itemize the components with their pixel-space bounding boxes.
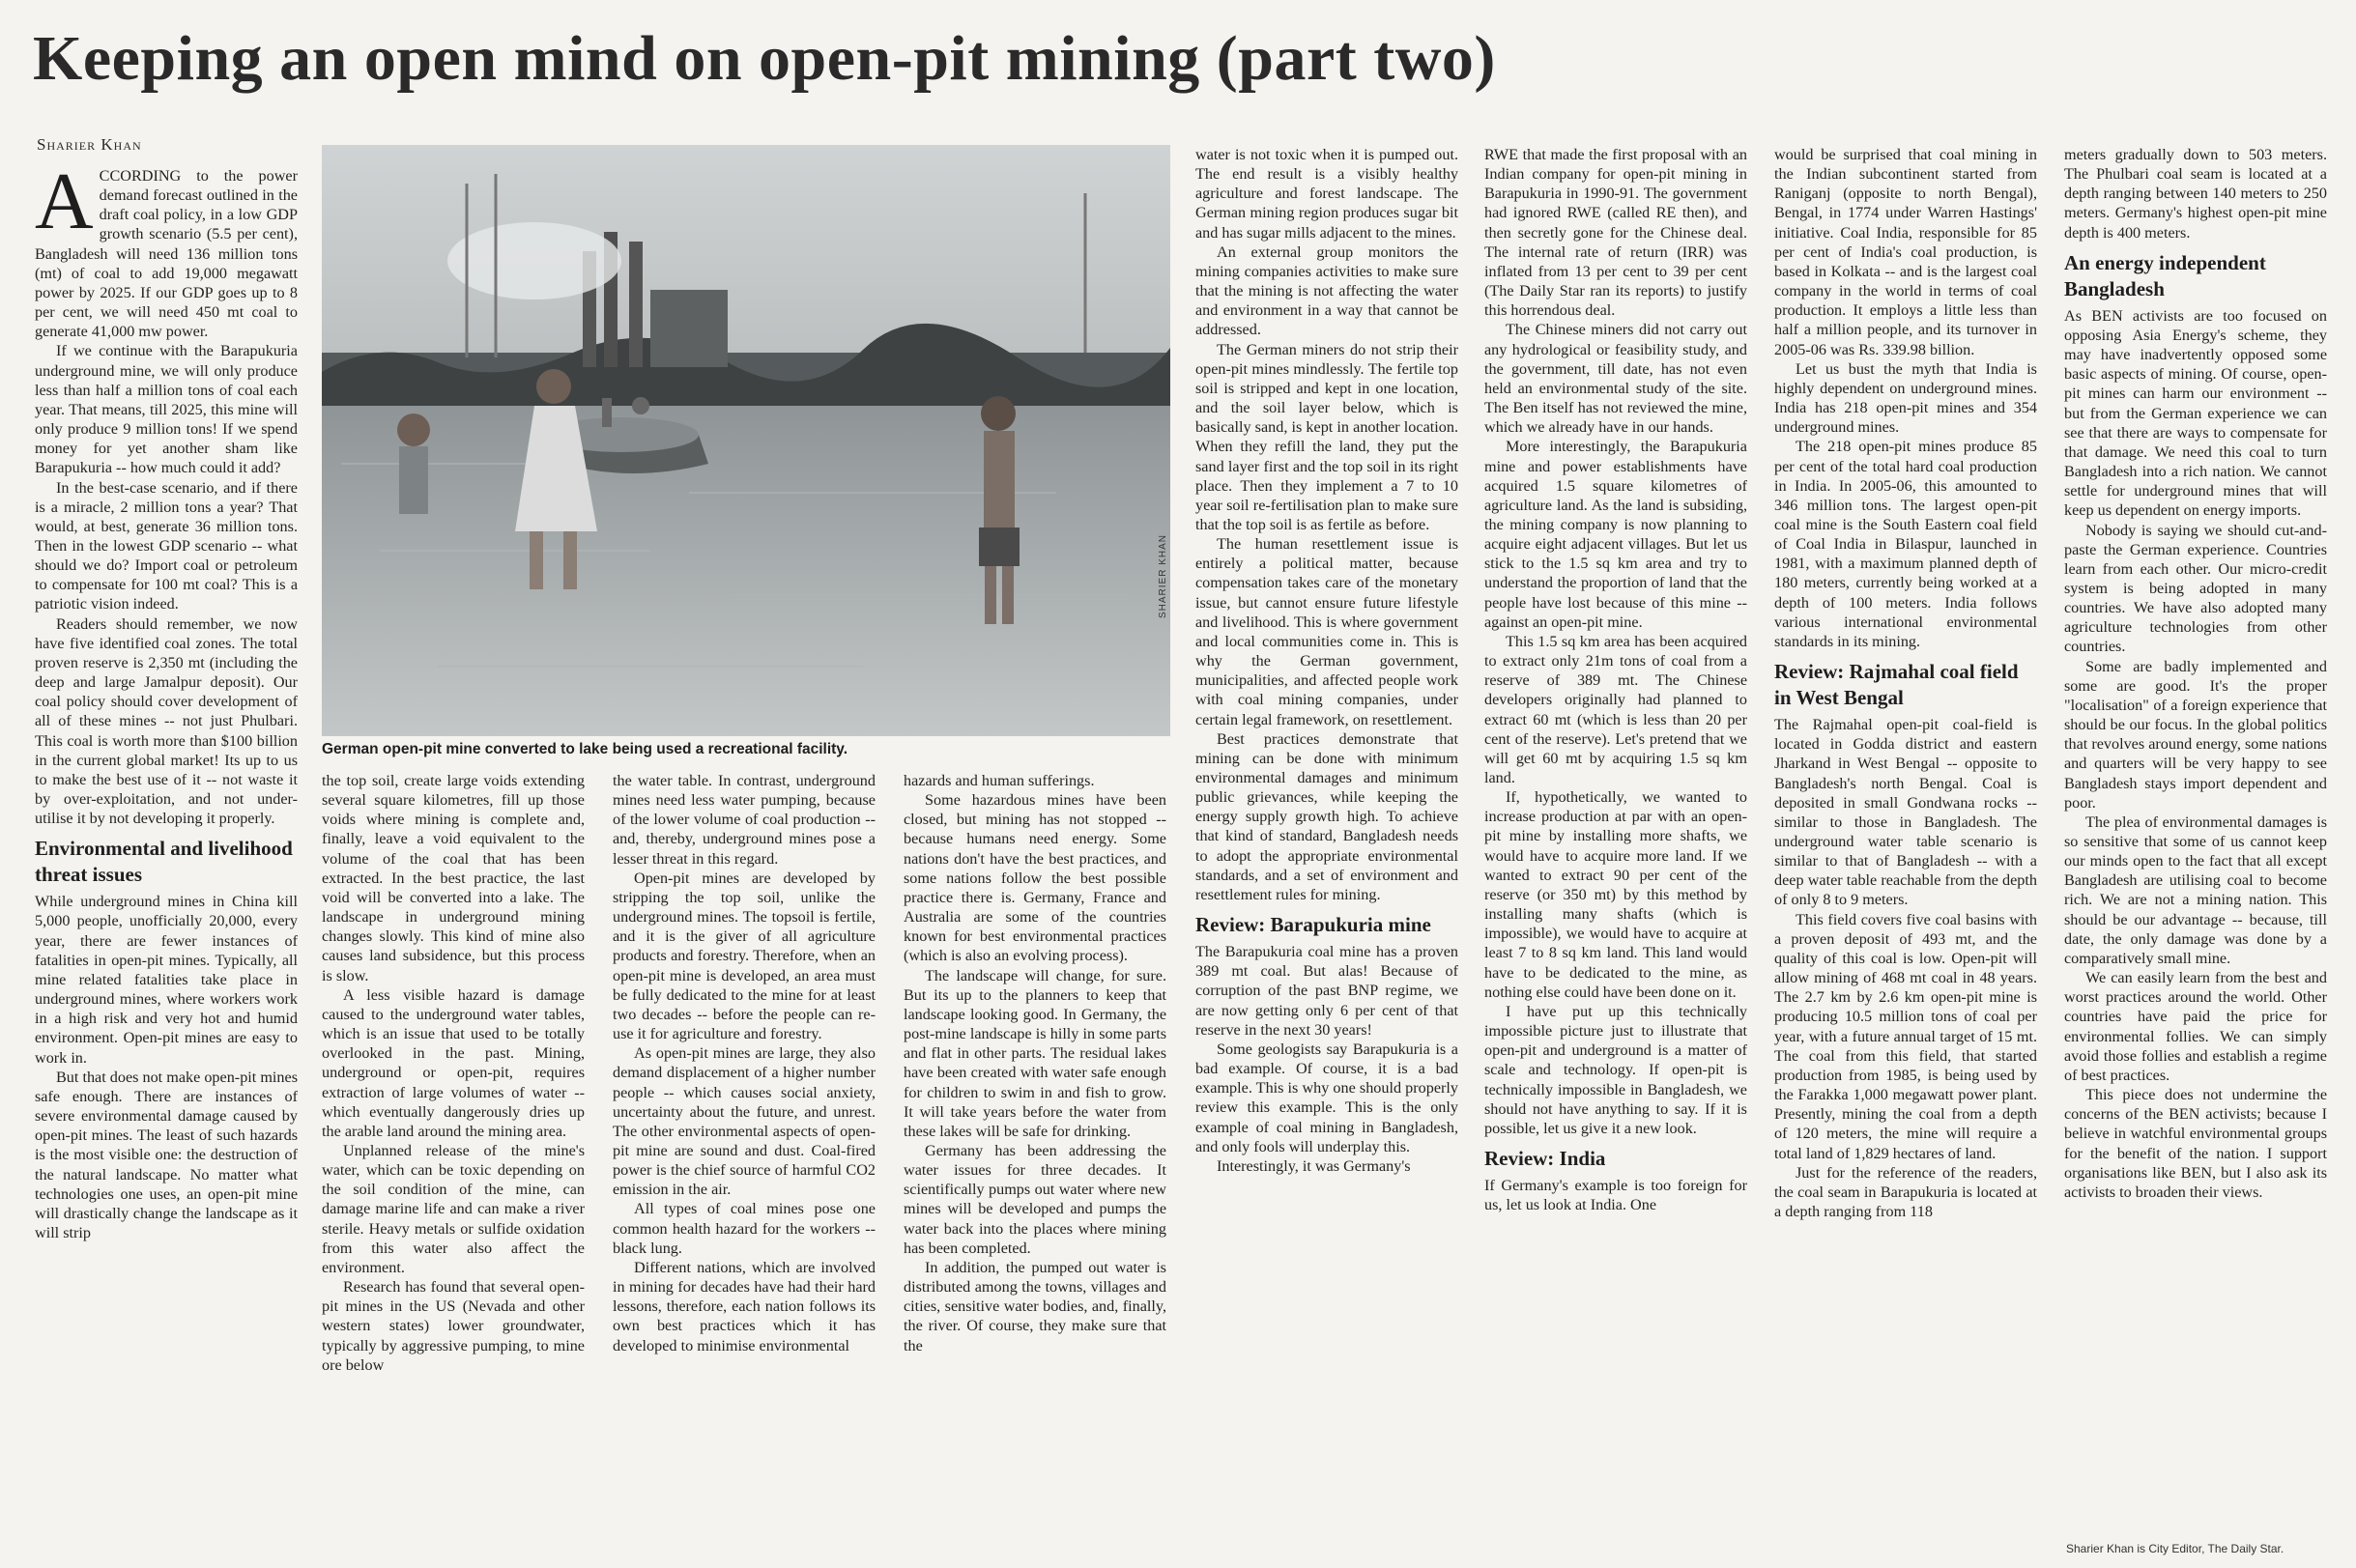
paragraph: Open-pit mines are developed by stripping the top soil, unlike the underground mines. The topsoil is fertile, and it is the giver of all agriculture products and forestry. Therefore, when an open-pit mine is developed, an area must be fully dedicated to the mine for at least two decades -- before the people can re-use it for agriculture and forestry. — [613, 869, 876, 1043]
paragraph: The landscape will change, for sure. But its up to the planners to keep that landscape looking good. In Germany, the post-mine landscape is hilly in some parts and flat in other parts. The residual lakes have been created with water safe enough for children to swim in and fish to grow. It will take years before the water from these lakes will be safe for drinking. — [904, 966, 1166, 1140]
paragraph: Some are badly implemented and some are good. It's the proper "localisation" of a foreign experience that should be our focus. In the global politics that revolves around energy, some nations and quarters will be very happy to see Bangladesh stays import dependent and poor. — [2064, 657, 2327, 812]
photo — [322, 145, 1170, 736]
subheading: Review: India — [1484, 1146, 1606, 1170]
paragraph: meters gradually down to 503 meters. The Phulbari coal seam is located at a depth ranging between 140 meters to 250 meters. Germany's highest open-pit mine depth is 400 meters. — [2064, 146, 2327, 242]
paragraph: The Barapukuria coal mine has a proven 389 mt coal. But alas! Because of corruption of the past BNP regime, we are now getting only 6 per cent of that reserve in the next 30 years! — [1195, 943, 1458, 1039]
paragraph: As open-pit mines are large, they also demand displacement of a higher number people -- which causes social anxiety, uncertainty about the future, and unrest. The other environmental aspects of open-pit mine are sound and dust. Coal-fired power is the chief source of harmful CO2 emission in the air. — [613, 1044, 876, 1199]
paragraph: A less visible hazard is damage caused to the underground water tables, which is an issue that used to be totally overlooked in the past. Mining, underground or open-pit, requires extraction of large volumes of water -- which eventually dangerously dries up the arable land around the mining area. — [322, 985, 585, 1140]
paragraph: The plea of environmental damages is so sensitive that some of us cannot keep our minds open to the fact that all except Bangladesh are utilising coal to become rich. We are not a mining nation. This should be our advantage -- because, till date, the only damage was done by a comparatively small mine. — [2064, 813, 2327, 967]
paragraph: Some geologists say Barapukuria is a bad example. Of course, it is a bad example. This is why one should properly review this example. This is the only example of coal mining in Bangladesh, and only fools will underplay this. — [1195, 1040, 1458, 1155]
paragraph: hazards and human sufferings. — [904, 772, 1095, 789]
paragraph: The German miners do not strip their open-pit mines mindlessly. The fertile top soil is stripped and kept in one location, and the soil layer below, which is basically sand, is kept in another location. When they refill the land, they put the sand layer first and the top soil in its right place. Then they implement a 7 to 10 year soil re-fertilisation plan to make sure that the top soil is as fertile as before. — [1195, 340, 1458, 533]
paragraph: The human resettlement issue is entirely a political matter, because compensation takes care of the monetary issue, but cannot ensure future lifestyle and livelihood. This is where government and local communities come in. This is why the German government, municipalities, and affected people work with coal mining companies, under certain legal framework, on resettlement. — [1195, 535, 1458, 728]
paragraph: Readers should remember, we now have five identified coal zones. The total proven reserve is 2,350 mt (including the deep and large Jamalpur deposit). Our coal policy should cover development of all of these mines -- not just Phulbari. This coal is worth more than $100 billion in the current global market! Its up to us to make the best use of it -- not waste it by over-exploitation, and not under-utilise it by not developing it properly. — [35, 614, 298, 828]
paragraph: Different nations, which are involved in mining for decades have had their hard lessons, therefore, each nation follows its own best practices which it has developed to minimise environmental — [613, 1258, 876, 1354]
headline: Keeping an open mind on open-pit mining (part two) — [33, 23, 1496, 94]
paragraph: We can easily learn from the best and worst practices around the world. Other countries have paid the price for environmental follies. We can simply avoid those follies and establish a regime of best practices. — [2064, 969, 2327, 1084]
paragraph: The Rajmahal open-pit coal-field is located in Godda district and eastern Jharkand in West Bengal -- opposite to Bangladesh's north Bengal. Coal is deposited in small Gondwana rocks -- similar to those in Bangladesh. The underground water table scenario is similar to that of Bangladesh -- with a deep water table reachable from the depth of only 8 to 9 meters. — [1774, 716, 2037, 909]
paragraph: Nobody is saying we should cut-and-paste the German experience. Countries learn from each other. Our micro-credit system is being adopted in many countries. We have also adopted many agriculture technologies from other countries. — [2064, 521, 2327, 656]
paragraph: All types of coal mines pose one common health hazard for the workers -- black lung. — [613, 1200, 876, 1257]
subheading: Environmental and livelihood threat issues — [35, 837, 293, 887]
paragraph: In the best-case scenario, and if there is a miracle, 2 million tons a year? That would, at best, generate 36 million tons. Then in the lowest GDP scenario -- what should we do? Import coal or petroleum to compensate for 100 mt coal? This is a patriotic vision indeed. — [35, 478, 298, 613]
column-2 — [322, 771, 585, 1561]
paragraph: As BEN activists are too focused on opposing Asia Energy's scheme, they may have inadvertently opposed some basic aspects of mining. Of course, open-pit mines can harm our environment -- but from the German experience we can see that there are ways to compensate for that damage. We need this coal to turn Bangladesh into a rich nation. We cannot settle for underground mines that will keep us dependent on energy imports. — [2064, 306, 2327, 520]
column-1 — [35, 166, 298, 1557]
paragraph: Best practices demonstrate that mining can be done with minimum environmental damages and minimum public grievances, while keeping the energy supply growth high. To achieve that kind of standard, Bangladesh needs to adopt the appropriate environmental standards, and a set of environment and resettlement rules for mining. — [1195, 729, 1458, 903]
column-3 — [613, 771, 876, 1561]
paragraph: This field covers five coal basins with a proven deposit of 493 mt, and the quality of this coal is low. Open-pit will allow mining of 468 mt coal in 48 years. The 2.7 km by 2.6 km open-pit mine is producing 10.5 million tons of coal per year, with a future annual target of 15 mt. The coal from this field, that started production from 1985, is being used by the Farakka 1,000 megawatt power plant. Presently, mining the coal from a depth of 120 meters, the mine will require a total land of 1,829 hectares of land. — [1774, 910, 2037, 1162]
paragraph: The 218 open-pit mines produce 85 per cent of the total hard coal production in India. In 2005-06, this amounted to 346 million tons. The largest open-pit coal mine is the South Eastern coal field of Coal India in Bilaspur, launched in 1981, with a maximum planned depth of 180 meters, currently being worked at a depth of 100 meters. India follows various international environmental standards in its mining. — [1774, 438, 2037, 650]
photo-caption: German open-pit mine converted to lake being used a recreational facility. — [322, 741, 848, 757]
column-7 — [2064, 145, 2327, 1536]
paragraph: Interestingly, it was Germany's — [1217, 1156, 1411, 1175]
paragraph: More interestingly, the Barapukuria mine and power establishments have acquired 1.5 square kilometres of agriculture land. As the land is subsiding, the mining company is now planning to acquire eight adjacent villages. But let us stick to the 1.5 sq km area and try to understand the proportion of land that the people have lost because of this mine -- against an open-pit mine. — [1484, 438, 1747, 631]
paragraph: Just for the reference of the readers, the coal seam in Barapukuria is located at a depth ranging from 118 — [1774, 1163, 2037, 1220]
paragraph: In addition, the pumped out water is distributed among the towns, villages and cities, sensitive water bodies, and, finally, the river. Of course, they make sure that the — [904, 1258, 1166, 1354]
byline: Sharier Khan — [37, 135, 142, 154]
paragraph: would be surprised that coal mining in the Indian subcontinent started from Raniganj (opposite to north Bengal), Bengal, in 1774 under Warren Hastings' initiative. Coal India, responsible for 85 per cent of India's coal production, is based in Kolkata -- and is the largest coal company in the world in terms of coal production. It employs a little less than half a million people, and its turnover in 2005-06 was Rs. 339.98 billion. — [1774, 146, 2037, 358]
paragraph: The Chinese miners did not carry out any hydrological or feasibility study, and the government, till date, has not even held an environmental study of the site. The Ben itself has not reviewed the mine, which we already have in our hands. — [1484, 321, 1747, 437]
paragraph: If Germany's example is too foreign for us, let us look at India. One — [1484, 1176, 1747, 1214]
column-6 — [1774, 145, 2037, 1561]
paragraph: ACCORDING to the power demand forecast outlined in the draft coal policy, in a low GDP growth scenario (5.5 per cent), Bangladesh will need 136 million tons (mt) of coal to add 19,000 megawatt power by 2025. If our GDP goes up to 8 per cent, we will need 450 mt coal to generate 41,000 mw power. — [35, 166, 298, 341]
paragraph: If we continue with the Barapukuria underground mine, we will only produce less than half a million tons of coal each year. That means, till 2025, this mine will only produce 9 million tons! If we spend money for yet another sham like Barapukuria -- how much could it add? — [35, 342, 298, 477]
paragraph: While underground mines in China kill 5,000 people, unofficially 20,000, every year, there are fewer instances of fatalities in open-pit mines. Typically, all mine related fatalities take place in underground mines, where workers work in a high risk and very hot and humid environment. Open-pit mines are easy to work in. — [35, 893, 298, 1067]
paragraph: Some hazardous mines have been closed, but mining has not stopped -- because humans need energy. Some nations don't have the best practices, and some nations follow the best possible practice there is. Germany, France and Australia are some of the countries known for best environmental practices (which is also an evolving process). — [904, 791, 1166, 965]
paragraph: If, hypothetically, we wanted to increase production at par with an open-pit mine by installing more shafts, we would have to acquire more land. If we wanted to extract 90 per cent of the reserve (or 350 mt) by this method by installing many shafts (which is impossible), we would have to acquire at least 7 to 8 sq km land. This land would have to be dedicated to the mine, as nothing else could have been done on it. — [1484, 788, 1747, 1001]
paragraph: the water table. In contrast, underground mines need less water pumping, because of the lower volume of coal production -- and, thereby, underground mines pose a lesser threat in this regard. — [613, 772, 876, 868]
paragraph: An external group monitors the mining companies activities to make sure that the mining is not affecting the water and environment in a way that cannot be addressed. — [1195, 242, 1458, 339]
paragraph: water is not toxic when it is pumped out. The end result is a visibly healthy agriculture and forest landscape. The German mining region produces sugar bit and has sugar mills adjacent to the mines. — [1195, 146, 1458, 242]
paragraph: Let us bust the myth that India is highly dependent on underground mines. India has 218 open-pit mines and 354 underground mines. — [1774, 359, 2037, 437]
subheading: Review: Barapukuria mine — [1195, 913, 1431, 937]
paragraph: This piece does not undermine the concerns of the BEN activists; because I believe in watchful environmental groups for the benefit of the nation. I support organisations like BEN, but I also ask its activists to broaden their views. — [2064, 1086, 2327, 1201]
photo-lake-image — [322, 145, 1170, 736]
paragraph: I have put up this technically impossible picture just to illustrate that open-pit and underground is a matter of scale and technology. If open-pit is technically impossible in Bangladesh, we should not have anything to say. If it is possible, let us give it a new look. — [1484, 1002, 1747, 1137]
author-signoff: Sharier Khan is City Editor, The Daily Star. — [2066, 1542, 2284, 1555]
paragraph: This 1.5 sq km area has been acquired to extract only 21m tons of coal from a reserve of 389 mt. The Chinese developers originally had planned to extract 60 mt (which is less than 20 per cent of the reserve). Let's pretend that we will get 60 mt by acquiring 1.5 sq km land. — [1484, 632, 1747, 786]
subheading: Review: Rajmahal coal field in West Bengal — [1774, 660, 2019, 710]
paragraph: Research has found that several open-pit mines in the US (Nevada and other western states) lower groundwater, typically by aggressive pumping, to mine ore below — [322, 1278, 585, 1374]
column-3b — [904, 771, 1166, 1561]
drop-cap: A — [35, 166, 94, 246]
paragraph: Unplanned release of the mine's water, which can be toxic depending on the soil condition of the mine, can damage marine life and can make a river sterile. Heavy metals or sulfide oxidation from this water also affect the environment. — [322, 1141, 585, 1276]
paragraph: the top soil, create large voids extending several square kilometres, fill up those voids where mining is complete and, finally, leave a void equivalent to the volume of the coal that has been extracted. In the best practice, the last void will be converted into a lake. The landscape in underground mining changes slowly. This kind of mine also causes land subsidence, but this process is slow. — [322, 772, 585, 984]
column-5 — [1484, 145, 1747, 1561]
paragraph: But that does not make open-pit mines safe enough. There are instances of severe environmental damage caused by open-pit mines. The least of such hazards is the most visible one: the destruction of the natural landscape. No matter what technologies one uses, an open-pit mine will drastically change the landscape as it will strip — [35, 1068, 298, 1241]
paragraph: RWE that made the first proposal with an Indian company for open-pit mining in Barapukuria in 1990-91. The government had ignored RWE (called RE then), and then secretly gone for the Chinese deal. The internal rate of return (IRR) was inflated from 13 per cent to 39 per cent (The Daily Star ran its reports) to justify this horrendous deal. — [1484, 146, 1747, 320]
photo-credit: SHARIER KHAN — [1158, 533, 1168, 618]
column-4 — [1195, 145, 1458, 1561]
paragraph: Germany has been addressing the water issues for three decades. It scientifically pumps out water where new mines will be developed and pumps the water back into the places where mining has been completed. — [904, 1141, 1166, 1257]
subheading: An energy independent Bangladesh — [2064, 250, 2266, 300]
